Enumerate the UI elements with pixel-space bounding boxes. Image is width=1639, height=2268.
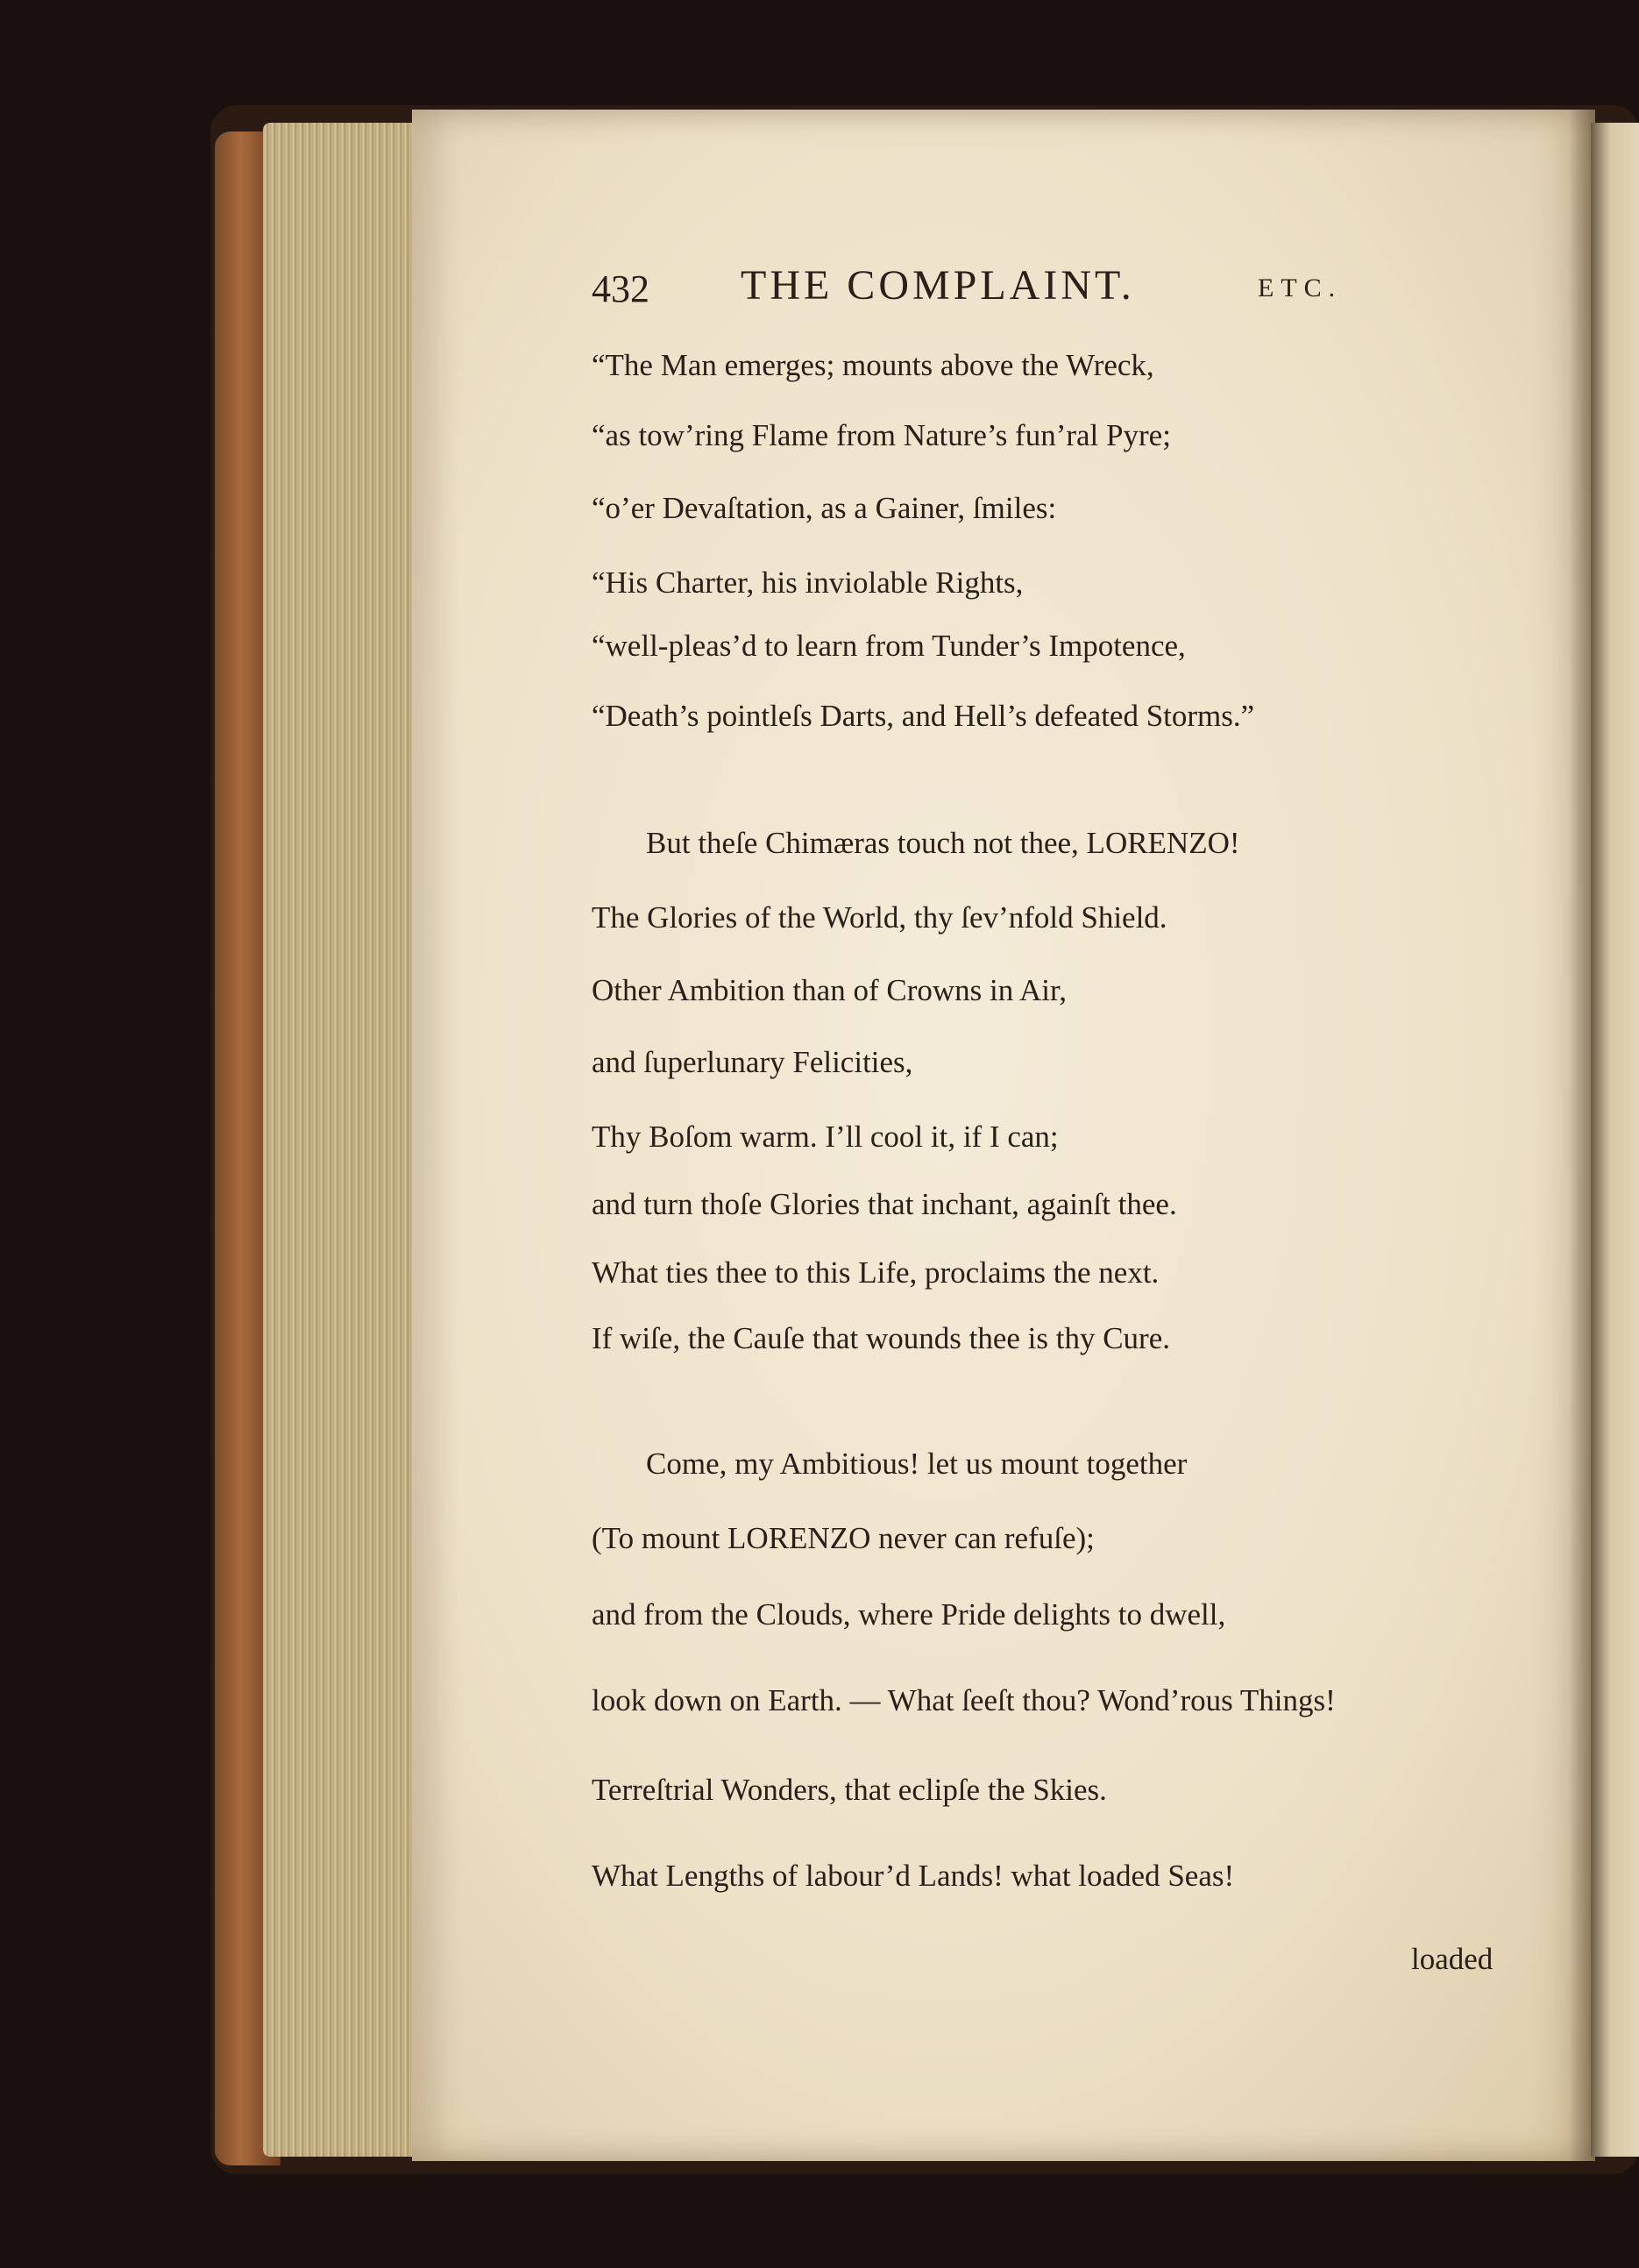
verse-line: Thy Boſom warm. I’ll cool it, if I can; xyxy=(592,1120,1059,1154)
page-header xyxy=(592,261,1380,331)
verse-line: What Lengths of labour’d Lands! what loaded Seas! xyxy=(592,1859,1235,1893)
verse-line: If wiſe, the Cauſe that wounds thee is thy Cure. xyxy=(592,1321,1170,1355)
verse-line: “as tow’ring Flame from Nature’s fun’ral Pyre; xyxy=(592,418,1171,452)
page-edges xyxy=(263,123,412,2157)
verse-line: “The Man emerges; mounts above the Wreck, xyxy=(592,348,1154,382)
verse-line: What ties thee to this Life, proclaims the next. xyxy=(592,1255,1160,1290)
verse-line: “well-pleas’d to learn from Tunder’s Impotence, xyxy=(592,629,1186,663)
verse-line: and ſuperlunary Felicities, xyxy=(592,1045,913,1079)
facing-page-edge xyxy=(1591,123,1639,2157)
verse-line: Come, my Ambitious! let us mount together xyxy=(646,1447,1188,1481)
catchword: loaded xyxy=(1411,1942,1494,1976)
verse-line: “His Charter, his inviolable Rights, xyxy=(592,565,1024,600)
page-number: 432 xyxy=(592,267,649,310)
verse-line: Other Ambition than of Crowns in Air, xyxy=(592,973,1068,1007)
running-title-etc: ETC. xyxy=(1258,274,1343,302)
verse-line: Terreſtrial Wonders, that eclipſe the Skies. xyxy=(592,1773,1107,1807)
verse-line: and from the Clouds, where Pride delights to dwell, xyxy=(592,1597,1226,1632)
verse-line: and turn thoſe Glories that inchant, againſt thee. xyxy=(592,1187,1177,1221)
running-title: THE COMPLAINT. xyxy=(741,262,1135,309)
verse-line: The Glories of the World, thy ſev’nfold Shield. xyxy=(592,900,1167,935)
verse-line: “o’er Devaſtation, as a Gainer, ſmiles: xyxy=(592,491,1057,525)
verse-line: (To mount LORENZO never can refuſe); xyxy=(592,1521,1095,1555)
verse-line: But theſe Chimæras touch not thee, LORENZO! xyxy=(646,826,1240,860)
verse-line: look down on Earth. — What ſeeſt thou? Wond’rous Things! xyxy=(592,1683,1336,1717)
verse-line: “Death’s pointleſs Darts, and Hell’s defeated Storms.” xyxy=(592,699,1255,733)
